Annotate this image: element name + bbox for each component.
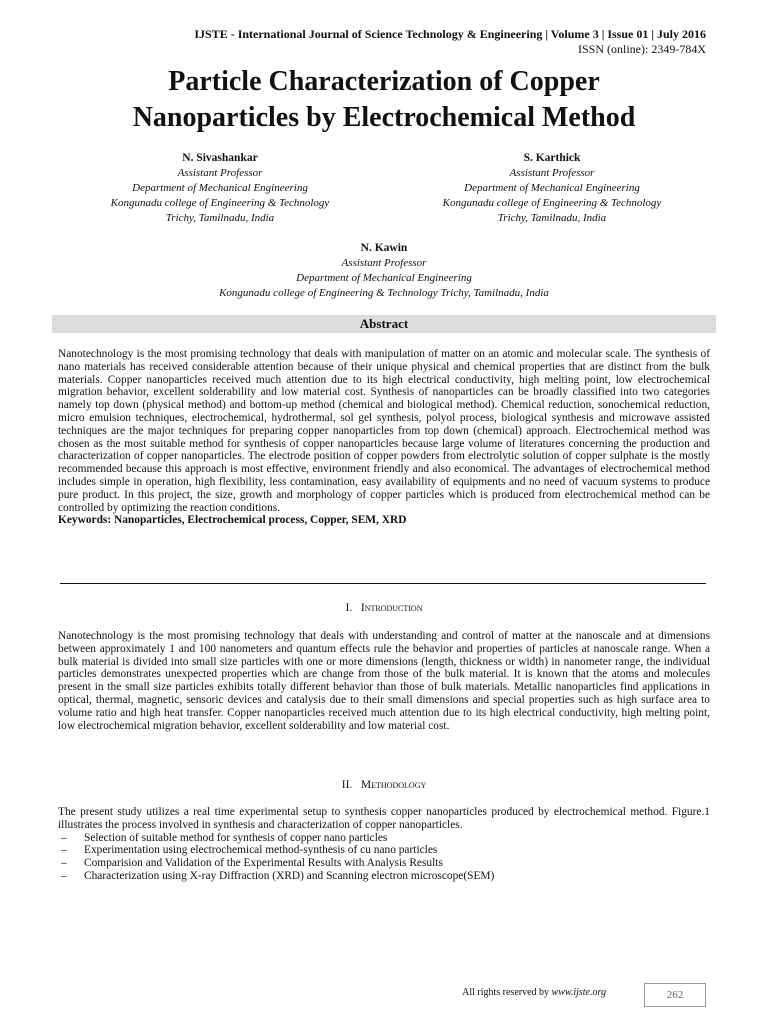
list-item [58,832,710,845]
paper-title [0,64,768,136]
author-location: Trichy, Tamilnadu, India [497,212,607,224]
abstract-text: Nanotechnology is the most promising technology that deals with manipulation of matter on an atomic and molecular scale. The synthesis of nano materials has received considerable attention because of their unique physical and chemical properties that are distinct from the bulk materials. Copper nanoparticles received much attention due to its high electrical conductivity, high melting point, low electrochemical migration behavior, excellent solderability and low material cost. Synthesis of nanoparticles can be broadly classified into two categories namely top down (physical method) and bottom-up method (chemical and biological method). Chemical reduction, sonochemical reduction, micro emulsion techniques, electrochemical, hydrothermal, sol gel synthesis, polyol process, biological synthesis and microwave assisted techniques are the major techniques for preparing copper nanoparticles from top down (chemical) approach. Electrochemical method was chosen as the most suitable method for synthesis of copper nanoparticles because large volume of literatures concerning the production and characterization of copper nanoparticles. The electrode position of copper powders from electrolytic solution of copper sulphate is the mostly recommended because this approach is most effective, environment friendly and also economical. The advantages of electrochemical method includes simple in operation, high flexibility, less contamination, easy availability of equipments and no need of vacuum systems to produce pure product. In this project, the size, growth and morphology of copper particles which is produced from electrochemical method can be controlled by optimizing the reaction conditions. [58,348,710,514]
dash-bullet: – [61,844,67,857]
author-block-2 [402,151,702,226]
section-title-initial: I [360,602,365,614]
list-item-text: Experimentation using electrochemical method-synthesis of cu nano particles [84,844,438,857]
methodology-text: The present study utilizes a real time experimental setup to synthesis copper nanoparticles produced by electrochemical method. Figure.1 illustrates the process involved in synthesis and characterization of copper nanoparticles. [58,806,710,831]
section-number: I. [345,602,353,614]
copyright-notice [462,987,606,998]
section-heading-methodology [0,779,768,791]
author-block-1 [70,151,370,226]
author-role: Assistant Professor [509,167,595,179]
author-college: Kongunadu college of Engineering & Technology [442,197,662,209]
list-item-text: Comparision and Validation of the Experimental Results with Analysis Results [84,857,443,870]
author-location: Trichy, Tamilnadu, India [165,212,275,224]
methodology-section [58,806,710,883]
abstract-section [58,348,710,527]
introduction-text: Nanotechnology is the most promising technology that deals with understanding and control of matter at the nanoscale and at dimensions between approximately 1 and 100 nanometers and quantum effects rule the behavior and properties of particles at nanoscale range. When a bulk material is divided into small size particles with one or more dimensions (length, thickness or width) in nanometer range, the individual particles demonstrates unexpected properties which are change from those of the bulk material. It is known that the atoms and molecules present in the small size particles exhibits totally different behavior than those of bulk materials. Metallic nanoparticles find applications in optical, thermal, magnetic, sensoric devices and catalysis due to their small dimensions and special properties such as high surface area to volume ratio and high heat transfer. Copper nanoparticles received much attention due to its high electrical conductivity, high melting point, low electrochemical migration behavior, excellent solderability and low material cost. [58,630,710,732]
journal-header [194,27,706,57]
author-role: Assistant Professor [177,167,263,179]
rights-text: All rights reserved by [462,987,552,998]
author-department: Department of Mechanical Engineering [464,182,640,194]
author-name: N. Sivashankar [182,152,258,164]
section-heading-introduction [0,602,768,614]
dash-bullet: – [61,831,67,844]
methodology-list [58,832,710,883]
keywords: Keywords: Nanoparticles, Electrochemical process, Copper, SEM, XRD [58,514,407,527]
paper-title-line-2: Nanoparticles by Electrochemical Method [132,102,636,133]
list-item [58,870,710,883]
author-block-3 [134,241,634,301]
dash-bullet: – [61,857,67,870]
paper-title-line-1: Particle Characterization of Copper [168,66,600,97]
author-role: Assistant Professor [341,257,427,269]
list-item-text: Selection of suitable method for synthesis of copper nano particles [84,831,388,844]
abstract-heading: Abstract [52,315,716,333]
section-title-rest: ethodology [371,779,427,791]
list-item [58,857,710,870]
section-title-rest: ntroduction [364,602,423,614]
list-item [58,844,710,857]
author-department: Department of Mechanical Engineering [296,272,472,284]
section-title-initial: M [360,779,372,791]
author-name: S. Karthick [523,152,581,164]
issn: ISSN (online): 2349-784X [578,42,706,56]
section-divider [60,583,706,584]
site-link[interactable]: www.ijste.org [551,987,606,998]
author-college: Kongunadu college of Engineering & Technology Trichy, Tamilnadu, India [219,287,549,299]
author-college: Kongunadu college of Engineering & Technology [110,197,330,209]
list-item-text: Characterization using X-ray Diffraction (XRD) and Scanning electron microscope(SEM) [84,869,495,882]
author-name: N. Kawin [360,242,408,254]
page-footer [456,983,706,1007]
page-number: 262 [644,983,706,1007]
section-number: II. [341,779,353,791]
author-department: Department of Mechanical Engineering [132,182,308,194]
dash-bullet: – [61,869,67,882]
journal-name: IJSTE - International Journal of Science Technology & Engineering | Volume 3 | Issue 01 | July 2016 [194,27,706,41]
